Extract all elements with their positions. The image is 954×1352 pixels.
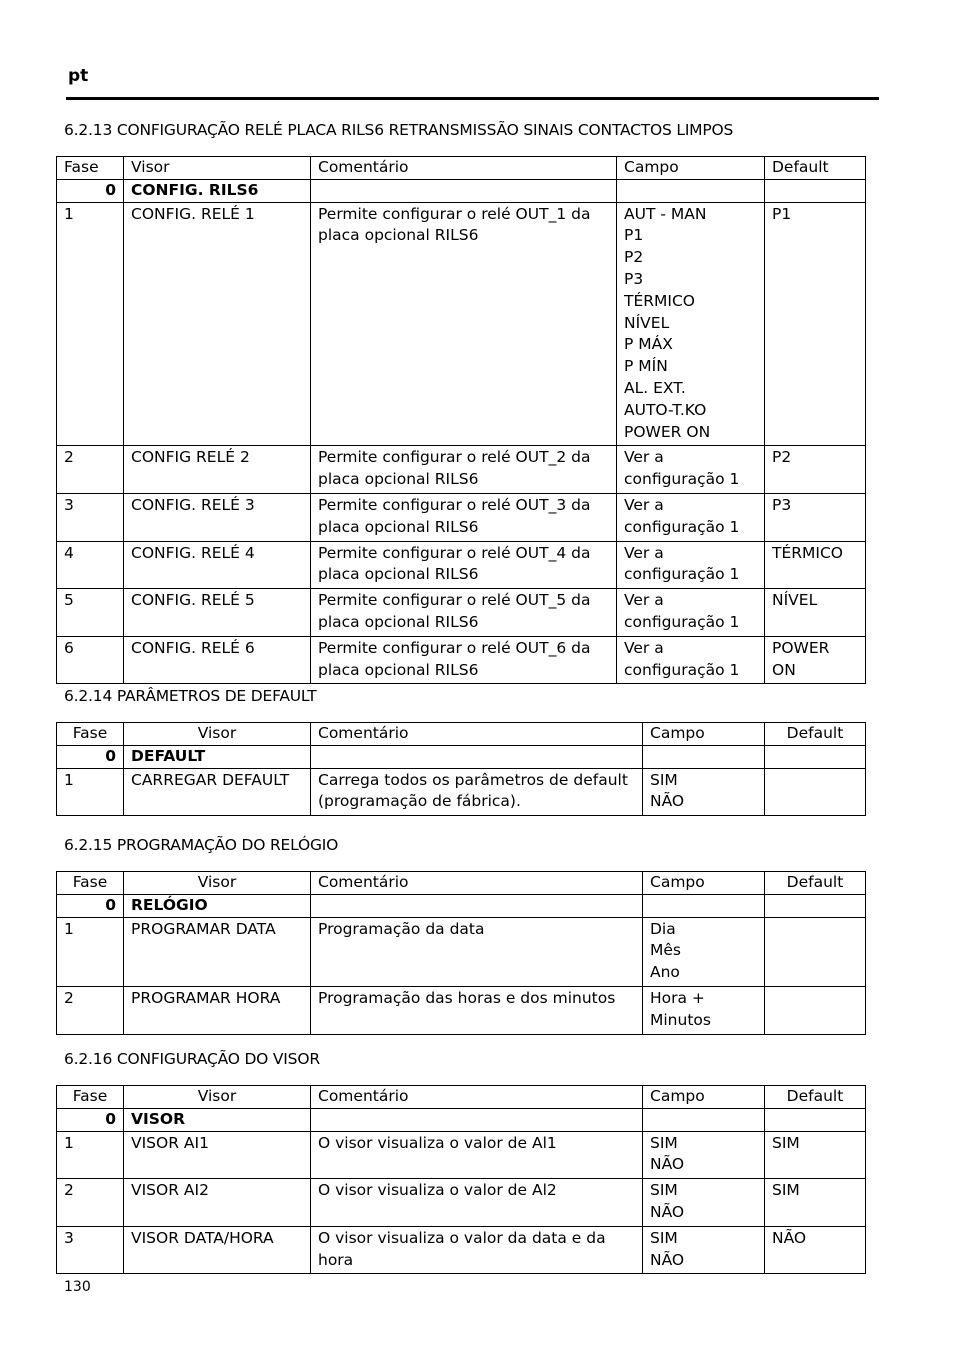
cell-campo	[617, 446, 765, 494]
cell-fase: 5	[57, 589, 124, 637]
cell-campo	[643, 1131, 765, 1179]
cell-campo	[643, 917, 765, 986]
table-row	[57, 493, 866, 541]
table-row	[57, 1179, 866, 1227]
cell-line: NÍVEL	[624, 313, 670, 332]
cell-fase: 2	[57, 986, 124, 1034]
cell-line: NÃO	[650, 1155, 685, 1174]
section-title-6-2-16: 6.2.16 CONFIGURAÇÃO DO VISOR	[64, 1050, 320, 1068]
cell-line: P3	[772, 495, 792, 514]
col-header-campo: Campo	[643, 723, 765, 746]
cell-line: Minutos	[650, 1010, 711, 1029]
cell-comentario	[311, 1226, 643, 1274]
cell-line: Dia	[650, 919, 676, 938]
cell-fase: 3	[57, 493, 124, 541]
cell-visor: CARREGAR DEFAULT	[124, 768, 311, 816]
group-visor: DEFAULT	[124, 745, 311, 768]
col-header-comentario: Comentário	[311, 157, 617, 180]
cell-line: Ver a	[624, 543, 664, 562]
table-header-row	[57, 1086, 866, 1109]
cell-line: Hora +	[650, 988, 705, 1007]
col-header-default: Default	[765, 723, 866, 746]
cell-line: P MÁX	[624, 335, 673, 354]
cell-comentario	[311, 917, 643, 986]
cell-visor: CONFIG. RELÉ 1	[124, 202, 311, 446]
cell-line: placa opcional RILS6	[318, 612, 479, 631]
cell-comentario	[311, 589, 617, 637]
table-header-row	[57, 157, 866, 180]
cell-campo	[643, 986, 765, 1034]
table-visor	[56, 1085, 866, 1274]
cell-line: Permite configurar o relé OUT_1 da	[318, 204, 591, 223]
col-header-fase: Fase	[57, 1086, 124, 1109]
cell-campo	[643, 1179, 765, 1227]
group-empty-cell	[643, 1108, 765, 1131]
table-row	[57, 541, 866, 589]
cell-line: Ano	[650, 963, 680, 982]
group-empty-cell	[311, 745, 643, 768]
cell-line: Carrega todos os parâmetros de default	[318, 770, 628, 789]
cell-line: Mês	[650, 941, 681, 960]
col-header-default: Default	[765, 1086, 866, 1109]
group-empty-cell	[643, 745, 765, 768]
cell-line: placa opcional RILS6	[318, 517, 479, 536]
cell-line: P2	[772, 448, 792, 467]
cell-line: Ver a	[624, 495, 664, 514]
group-visor: CONFIG. RILS6	[124, 179, 311, 202]
cell-line: configuração 1	[624, 517, 740, 536]
section-title-6-2-14: 6.2.14 PARÂMETROS DE DEFAULT	[64, 687, 317, 705]
table-default	[56, 722, 866, 816]
cell-line: O visor visualiza o valor da data e da	[318, 1228, 606, 1247]
cell-comentario	[311, 541, 617, 589]
cell-fase: 1	[57, 917, 124, 986]
group-empty-cell	[617, 179, 765, 202]
cell-line: SIM	[650, 770, 678, 789]
cell-line: SIM	[650, 1228, 678, 1247]
cell-visor: PROGRAMAR DATA	[124, 917, 311, 986]
col-header-visor: Visor	[124, 872, 311, 895]
cell-line: Permite configurar o relé OUT_3 da	[318, 495, 591, 514]
cell-campo	[617, 202, 765, 446]
cell-line: NÃO	[772, 1228, 807, 1247]
group-empty-cell	[765, 1108, 866, 1131]
cell-line: P1	[624, 226, 644, 245]
table-relogio	[56, 871, 866, 1035]
header-rule	[66, 97, 879, 100]
cell-default	[765, 1131, 866, 1179]
cell-campo	[643, 1226, 765, 1274]
cell-default	[765, 986, 866, 1034]
col-header-comentario: Comentário	[311, 1086, 643, 1109]
cell-default	[765, 446, 866, 494]
col-header-comentario: Comentário	[311, 723, 643, 746]
cell-line: NÃO	[650, 792, 685, 811]
group-empty-cell	[765, 894, 866, 917]
cell-line: Permite configurar o relé OUT_4 da	[318, 543, 591, 562]
col-header-campo: Campo	[643, 1086, 765, 1109]
cell-comentario	[311, 636, 617, 684]
table-group-row	[57, 1108, 866, 1131]
cell-fase: 3	[57, 1226, 124, 1274]
table-row	[57, 986, 866, 1034]
group-fase: 0	[57, 745, 124, 768]
cell-line: placa opcional RILS6	[318, 660, 479, 679]
cell-visor: CONFIG. RELÉ 4	[124, 541, 311, 589]
cell-comentario	[311, 493, 617, 541]
cell-line: configuração 1	[624, 565, 740, 584]
cell-default	[765, 493, 866, 541]
table-row	[57, 446, 866, 494]
cell-line: NÃO	[650, 1202, 685, 1221]
cell-comentario	[311, 768, 643, 816]
section-title-6-2-15: 6.2.15 PROGRAMAÇÃO DO RELÓGIO	[64, 836, 339, 854]
cell-fase: 4	[57, 541, 124, 589]
cell-line: POWER	[772, 638, 830, 657]
cell-line: POWER ON	[624, 422, 711, 441]
cell-visor: VISOR DATA/HORA	[124, 1226, 311, 1274]
cell-line: SIM	[772, 1181, 800, 1200]
cell-campo	[643, 768, 765, 816]
table-row	[57, 1226, 866, 1274]
cell-default	[765, 917, 866, 986]
cell-default	[765, 202, 866, 446]
cell-campo	[617, 636, 765, 684]
cell-visor: CONFIG. RELÉ 5	[124, 589, 311, 637]
cell-fase: 2	[57, 446, 124, 494]
table-group-row	[57, 179, 866, 202]
group-empty-cell	[311, 894, 643, 917]
cell-line: AUT - MAN	[624, 204, 707, 223]
cell-visor: CONFIG. RELÉ 3	[124, 493, 311, 541]
cell-line: P MÍN	[624, 357, 668, 376]
cell-line: TÉRMICO	[624, 291, 695, 310]
col-header-default: Default	[765, 872, 866, 895]
cell-line: P2	[624, 248, 644, 267]
cell-default	[765, 1179, 866, 1227]
page-number: 130	[64, 1279, 91, 1295]
cell-comentario	[311, 1179, 643, 1227]
cell-line: Permite configurar o relé OUT_5 da	[318, 591, 591, 610]
table-group-row	[57, 745, 866, 768]
cell-fase: 1	[57, 1131, 124, 1179]
cell-line: Permite configurar o relé OUT_6 da	[318, 638, 591, 657]
cell-default	[765, 636, 866, 684]
table-row	[57, 589, 866, 637]
cell-fase: 1	[57, 768, 124, 816]
col-header-comentario: Comentário	[311, 872, 643, 895]
cell-line: configuração 1	[624, 612, 740, 631]
cell-line: (programação de fábrica).	[318, 792, 521, 811]
cell-line: Ver a	[624, 638, 664, 657]
table-row	[57, 917, 866, 986]
table-group-row	[57, 894, 866, 917]
table-row	[57, 1131, 866, 1179]
group-empty-cell	[643, 894, 765, 917]
col-header-fase: Fase	[57, 723, 124, 746]
table-rils6	[56, 156, 866, 684]
cell-line: O visor visualiza o valor de Al2	[318, 1181, 557, 1200]
cell-line: AUTO-T.KO	[624, 400, 707, 419]
col-header-fase: Fase	[57, 157, 124, 180]
cell-line: hora	[318, 1250, 354, 1269]
cell-campo	[617, 589, 765, 637]
cell-visor: VISOR AI1	[124, 1131, 311, 1179]
cell-line: Programação da data	[318, 919, 485, 938]
group-fase: 0	[57, 1108, 124, 1131]
cell-line: NÃO	[650, 1250, 685, 1269]
cell-line: AL. EXT.	[624, 378, 686, 397]
cell-line: Ver a	[624, 591, 664, 610]
cell-line: ON	[772, 660, 796, 679]
group-empty-cell	[311, 1108, 643, 1131]
cell-line: TÉRMICO	[772, 543, 843, 562]
cell-visor: PROGRAMAR HORA	[124, 986, 311, 1034]
group-visor: VISOR	[124, 1108, 311, 1131]
group-empty-cell	[765, 745, 866, 768]
table-row	[57, 636, 866, 684]
cell-line: SIM	[650, 1133, 678, 1152]
col-header-visor: Visor	[124, 1086, 311, 1109]
cell-comentario	[311, 446, 617, 494]
cell-line: placa opcional RILS6	[318, 565, 479, 584]
cell-comentario	[311, 986, 643, 1034]
cell-default	[765, 1226, 866, 1274]
cell-line: placa opcional RILS6	[318, 226, 479, 245]
cell-line: Permite configurar o relé OUT_2 da	[318, 448, 591, 467]
group-empty-cell	[765, 179, 866, 202]
cell-visor: CONFIG. RELÉ 6	[124, 636, 311, 684]
cell-line: NÍVEL	[772, 591, 818, 610]
cell-line: Ver a	[624, 448, 664, 467]
cell-line: configuração 1	[624, 660, 740, 679]
group-empty-cell	[311, 179, 617, 202]
cell-campo	[617, 541, 765, 589]
cell-campo	[617, 493, 765, 541]
cell-visor: CONFIG RELÉ 2	[124, 446, 311, 494]
cell-line: configuração 1	[624, 470, 740, 489]
cell-fase: 6	[57, 636, 124, 684]
cell-line: P3	[624, 269, 644, 288]
cell-line: SIM	[650, 1181, 678, 1200]
col-header-campo: Campo	[643, 872, 765, 895]
group-fase: 0	[57, 894, 124, 917]
cell-visor: VISOR AI2	[124, 1179, 311, 1227]
cell-comentario	[311, 1131, 643, 1179]
table-header-row	[57, 723, 866, 746]
table-header-row	[57, 872, 866, 895]
cell-line: placa opcional RILS6	[318, 470, 479, 489]
table-row	[57, 202, 866, 446]
cell-default	[765, 589, 866, 637]
cell-default	[765, 541, 866, 589]
col-header-default: Default	[765, 157, 866, 180]
table-row	[57, 768, 866, 816]
language-code: pt	[68, 66, 89, 86]
col-header-fase: Fase	[57, 872, 124, 895]
cell-default	[765, 768, 866, 816]
section-title-6-2-13: 6.2.13 CONFIGURAÇÃO RELÉ PLACA RILS6 RETRANSMISSÃO SINAIS CONTACTOS LIMPOS	[64, 121, 734, 139]
cell-line: O visor visualiza o valor de Al1	[318, 1133, 557, 1152]
group-fase: 0	[57, 179, 124, 202]
cell-fase: 2	[57, 1179, 124, 1227]
col-header-visor: Visor	[124, 723, 311, 746]
cell-fase: 1	[57, 202, 124, 446]
col-header-visor: Visor	[124, 157, 311, 180]
cell-comentario	[311, 202, 617, 446]
col-header-campo: Campo	[617, 157, 765, 180]
cell-line: P1	[772, 204, 792, 223]
cell-line: SIM	[772, 1133, 800, 1152]
cell-line: Programação das horas e dos minutos	[318, 988, 616, 1007]
group-visor: RELÓGIO	[124, 894, 311, 917]
